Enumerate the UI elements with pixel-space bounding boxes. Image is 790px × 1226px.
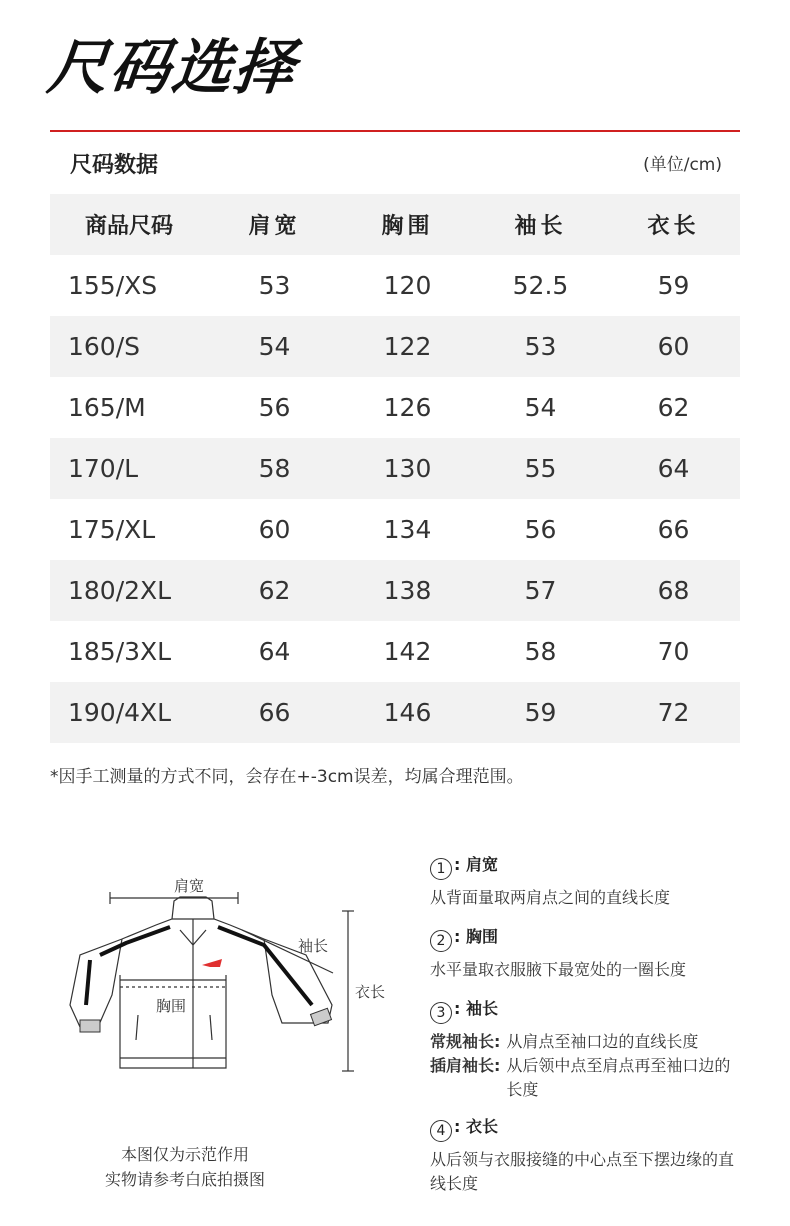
table-row: [50, 621, 740, 682]
cell-length: 64: [607, 438, 740, 499]
legend-length-desc: 从后领与衣服接缝的中心点至下摆边缘的直线长度: [430, 1150, 735, 1193]
cell-sleeve: 53: [474, 316, 607, 377]
table-row: [50, 255, 740, 316]
unit-label: (单位/cm): [643, 155, 722, 175]
header-shoulder: 肩宽: [208, 194, 341, 255]
number-2-icon: 2: [430, 930, 452, 952]
diagram-caption-line2: 实物请参考白底拍摄图: [104, 1170, 265, 1189]
chest-label: 胸围: [156, 998, 187, 1015]
legend-shoulder-title: 肩宽: [465, 855, 498, 874]
table-row: [50, 560, 740, 621]
jacket-diagram: [50, 855, 400, 1095]
table-row: [50, 682, 740, 743]
cell-sleeve: 52.5: [512, 271, 569, 300]
cell-chest: 142: [383, 637, 432, 666]
header-sleeve: 袖长: [474, 194, 607, 255]
cell-chest: 134: [383, 515, 432, 544]
cell-length: 72: [607, 682, 740, 743]
shoulder-label: 肩宽: [174, 878, 205, 895]
cell-sleeve: 59: [474, 682, 607, 743]
measurement-note: *因手工测量的方式不同，会存在+-3cm误差，均属合理范围。: [50, 767, 524, 787]
cell-shoulder: 58: [208, 438, 341, 499]
number-4-icon: 4: [430, 1120, 452, 1142]
cell-length: 60: [607, 316, 740, 377]
cell-chest: 126: [383, 393, 432, 422]
cell-sleeve: 54: [524, 393, 557, 422]
cell-shoulder: 56: [258, 393, 291, 422]
legend-length: 4 : 衣长 从后领与衣服接缝的中心点至下摆边缘的直线长度: [430, 1114, 740, 1196]
size-table: [50, 194, 740, 743]
cell-chest: 146: [341, 682, 474, 743]
cell-chest: 130: [341, 438, 474, 499]
table-row: [50, 316, 740, 377]
legend-chest: 2 : 胸围 水平量取衣服腋下最宽处的一圈长度: [430, 924, 686, 982]
legend-shoulder: 1 : 肩宽 从背面量取两肩点之间的直线长度: [430, 852, 670, 910]
cell-size: 170/L: [50, 438, 208, 499]
cell-chest: 122: [341, 316, 474, 377]
cell-size: 185/3XL: [68, 637, 172, 666]
table-row: [50, 377, 740, 438]
raglan-sleeve-key: 插肩袖长:: [430, 1056, 501, 1075]
legend-sleeve-title: 袖长: [465, 999, 498, 1018]
header-size: 商品尺码: [50, 194, 208, 255]
cell-shoulder: 62: [208, 560, 341, 621]
cell-size: 155/XS: [68, 271, 158, 300]
cell-shoulder: 53: [258, 271, 291, 300]
table-row: [50, 499, 740, 560]
length-label: 衣长: [355, 984, 386, 1001]
cell-size: 165/M: [68, 393, 146, 422]
cell-size: 175/XL: [68, 515, 156, 544]
number-3-icon: 3: [430, 1002, 452, 1024]
legend-chest-desc: 水平量取衣服腋下最宽处的一圈长度: [430, 960, 687, 979]
cell-sleeve: 56: [524, 515, 557, 544]
regular-sleeve-key: 常规袖长:: [430, 1032, 501, 1051]
cell-sleeve: 57: [474, 560, 607, 621]
sleeve-label: 袖长: [298, 938, 329, 955]
raglan-sleeve-desc: 从后领中点至肩点再至袖口边的长度: [506, 1056, 731, 1099]
table-row: [50, 438, 740, 499]
cell-size: 160/S: [50, 316, 208, 377]
table-header-row: [50, 194, 740, 255]
title-divider: [50, 130, 740, 132]
cell-shoulder: 54: [208, 316, 341, 377]
legend-sleeve: 3 : 袖长 常规袖长: 从肩点至袖口边的直线长度 插肩袖长: 从后领中点至肩点再至袖口边的长度: [430, 996, 731, 1102]
cell-length: 68: [607, 560, 740, 621]
cell-length: 59: [657, 271, 690, 300]
diagram-caption-line1: 本图仅为示范作用: [120, 1145, 249, 1164]
cell-length: 66: [657, 515, 690, 544]
cell-shoulder: 60: [258, 515, 291, 544]
cell-chest: 138: [341, 560, 474, 621]
cell-chest: 120: [383, 271, 432, 300]
legend-chest-title: 胸围: [465, 927, 498, 946]
cell-length: 70: [657, 637, 690, 666]
number-1-icon: 1: [430, 858, 452, 880]
brand-logo: [202, 959, 222, 967]
header-chest: 胸围: [341, 194, 474, 255]
section-title: 尺码数据: [70, 153, 159, 178]
cell-length: 62: [657, 393, 690, 422]
regular-sleeve-desc: 从肩点至袖口边的直线长度: [506, 1032, 699, 1051]
page-title: 尺码选择: [44, 33, 300, 103]
header-length: 衣长: [607, 194, 740, 255]
legend-length-title: 衣长: [465, 1117, 498, 1136]
cell-size: 180/2XL: [50, 560, 208, 621]
cell-sleeve: 58: [524, 637, 557, 666]
cell-sleeve: 55: [474, 438, 607, 499]
cell-shoulder: 64: [258, 637, 291, 666]
legend-shoulder-desc: 从背面量取两肩点之间的直线长度: [430, 888, 671, 907]
cell-shoulder: 66: [208, 682, 341, 743]
cell-size: 190/4XL: [50, 682, 208, 743]
